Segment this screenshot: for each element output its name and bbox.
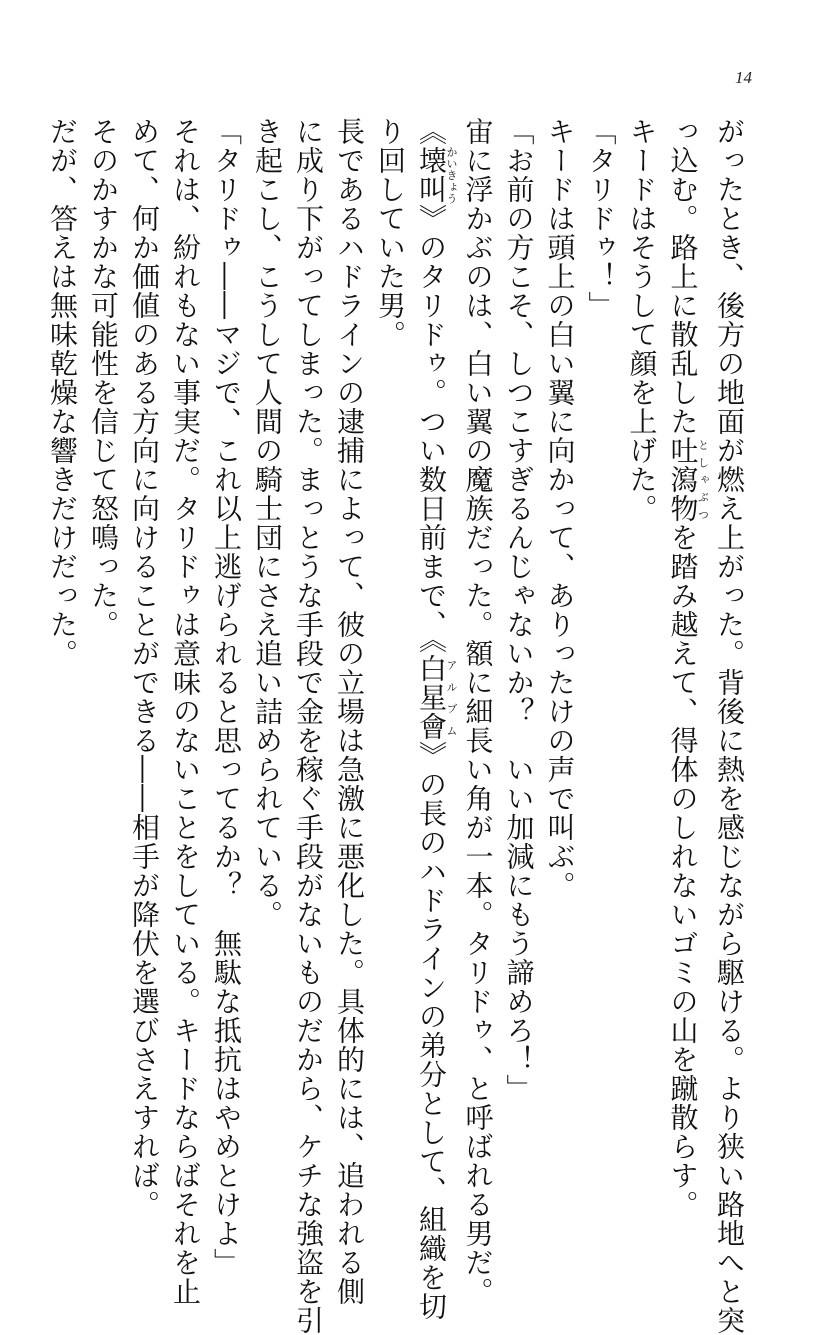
text-line: に成り下がってしまった。まっとうな手段で金を稼ぐ手段がないものだから、ケチな強盗を引 (292, 117, 325, 1335)
text-line: 「タリドゥ！」 (584, 117, 618, 320)
ruby-reading: としゃぶつ (696, 436, 710, 523)
text-line: それは、紛れもない事実だ。タリドゥは意味のないことをしている。キードならばそれを止 (169, 117, 202, 1306)
text-line: 長であるハドラインの逮捕によって、彼の立場は急激に悪化した。具体的には、追われる側 (333, 117, 366, 1306)
text-segment: っ込む。路上に散乱した (666, 117, 700, 436)
text-segment: を踏み越えて、得体のしれないゴミの山を蹴散らす。 (666, 523, 700, 1219)
body-text (46, 117, 750, 1335)
ruby-base: 壊叫 (415, 146, 448, 204)
text-line: そのかすかな可能性を信じて怒鳴った。 (87, 117, 120, 639)
text-line: キードはそうして顔を上げた。 (625, 117, 659, 523)
ruby-base: 白星會 (415, 654, 448, 741)
ruby-word (666, 436, 710, 523)
text-segment: 》の長のハドラインの弟分として、組織を切 (415, 741, 448, 1321)
ruby-reading: アルブム (445, 654, 458, 741)
text-line (663, 117, 710, 1219)
text-segment: 《 (415, 117, 448, 146)
ruby-reading: かいきょう (445, 146, 458, 204)
page-number: 14 (735, 68, 752, 87)
text-line: めて、何か価値のある方向に向けることができる――相手が降伏を選びさえすれば。 (128, 117, 161, 1219)
text-line: 「お前の方こそ、しつこすぎるんじゃないか？ いい加減にもう諦めろ！」 (502, 117, 536, 1103)
text-line: 宙に浮かぶのは、白い翼の魔族だった。額に細長い角が一本。タリドゥ、と呼ばれる男だ。 (461, 117, 495, 1306)
text-line: き起こし、こうして人間の騎士団にさえ追い詰められている。 (251, 117, 284, 929)
text-line: り回していた男。 (374, 117, 407, 349)
text-segment: 》のタリドゥ。つい数日前まで、《 (415, 204, 448, 654)
text-line (411, 117, 458, 1321)
ruby-word (415, 654, 458, 741)
text-line: 「タリドゥ――マジで、これ以上逃げられると思ってるか？ 無駄な抵抗はやめとけよ」 (210, 117, 243, 1277)
ruby-word (415, 146, 458, 204)
text-line: だが、答えは無味乾燥な響きだけだった。 (46, 117, 79, 668)
text-line: キードは頭上の白い翼に向かって、ありったけの声で叫ぶ。 (543, 117, 577, 900)
ruby-base: 吐瀉物 (666, 436, 700, 523)
text-line: がったとき、後方の地面が燃え上がった。背後に熱を感じながら駆ける。より狭い路地へと突 (713, 117, 746, 1335)
